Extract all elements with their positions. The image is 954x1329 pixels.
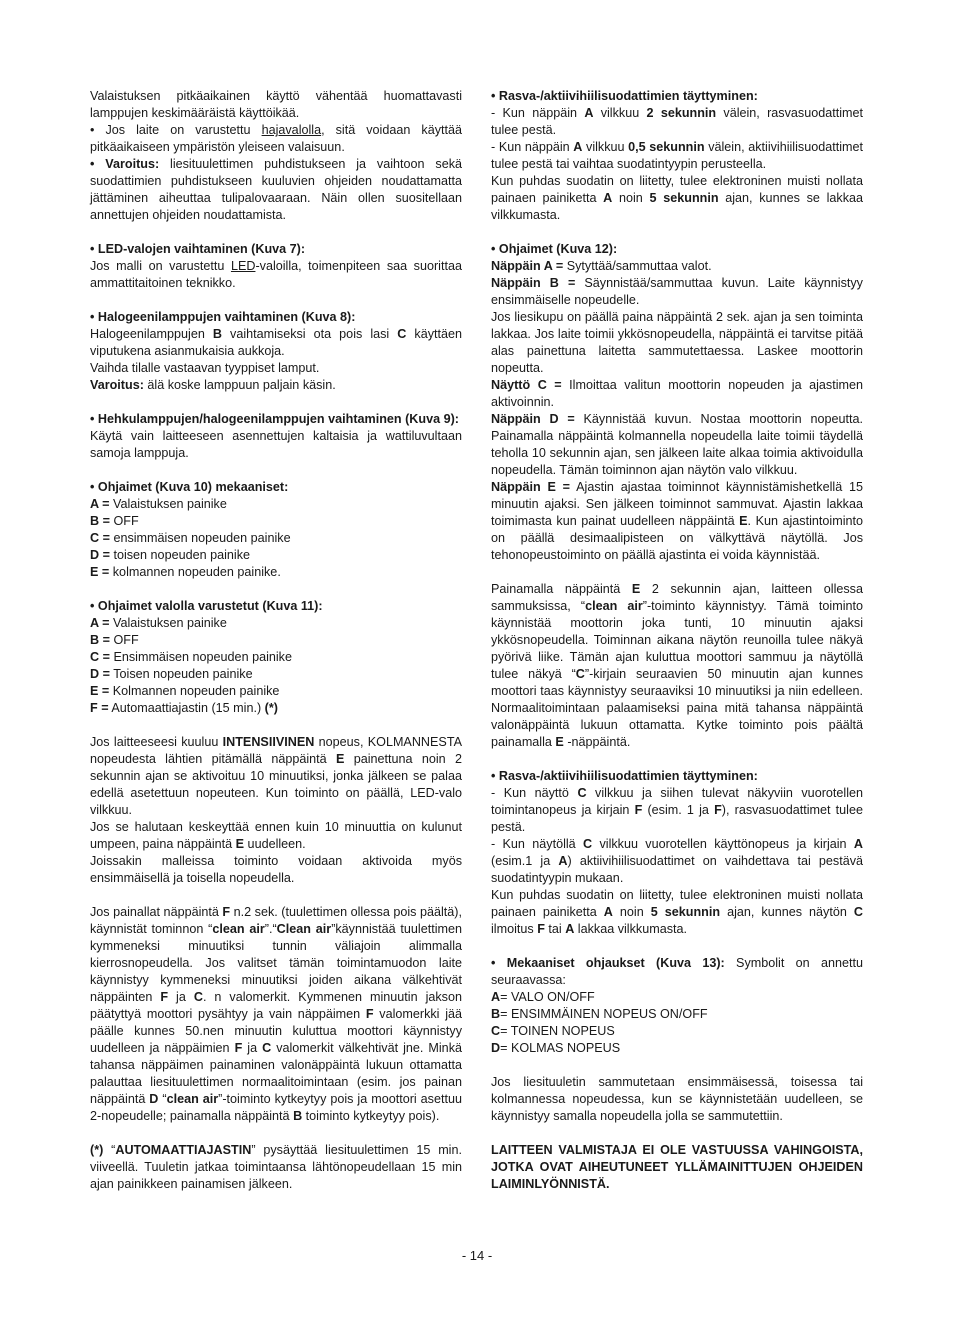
text-run: “: [158, 1092, 167, 1106]
paragraph-gap: [90, 462, 462, 479]
bold-text: A: [584, 106, 594, 120]
text-run: ”-toiminto käynnistyy. Tämä toiminto käynnistää moottorin joka tunti, 10 minuutin ajaksi ykkösnopeudella. Toiminnan aikana näytön reunoilla tulee näkyä pyörivä liike. Tämän ajan kuluttua moottori sammuu ja näytöllä tulee näkyä “: [491, 599, 864, 681]
bold-text: C: [583, 837, 593, 851]
text-run: = TOINEN NOPEUS: [500, 1024, 615, 1038]
bold-text: A =: [90, 497, 110, 511]
paragraph: [491, 258, 863, 275]
bold-text: • Ohjaimet valolla varustetut (Kuva 11):: [90, 599, 323, 613]
paragraph: [491, 581, 863, 751]
text-run: ”käynnistää tuulettimen kymmeneksi minuutiksi tunnin väliajoin alimmalla kierrosnopeudella. Jos valitset tämän toimintamuodon laite käynnistyy kymmeneksi minuutiksi joiden aikana välkehtivät näppäinten: [90, 922, 463, 1004]
text-run: kolmannen nopeuden painike.: [109, 565, 281, 579]
bold-text: clean air: [585, 599, 643, 613]
bold-text: • Rasva-/aktiivihiilisuodattimien täyttyminen:: [491, 769, 758, 783]
bold-text: • Hehkulamppujen/halogeenilamppujen vaihtaminen (Kuva 9):: [90, 412, 459, 426]
text-run: Automaattiajastin (15 min.): [108, 701, 265, 715]
text-run: Valaistuksen painike: [109, 497, 227, 511]
paragraph-gap: [491, 938, 863, 955]
paragraph: [90, 479, 462, 496]
paragraph: [90, 853, 462, 887]
text-run: ja: [242, 1041, 263, 1055]
text-run: välein, aktiivihiilisuodattimet tulee pestä tai vaihtaa suodatintyypin perusteella.: [491, 140, 864, 171]
bold-text: INTENSIIVINEN: [222, 735, 315, 749]
text-run: OFF: [109, 514, 139, 528]
text-run: vilkkuu vuorotellen käyttönopeus ja kirjain: [592, 837, 854, 851]
paragraph-gap: [90, 224, 462, 241]
text-run: -näppäintä.: [563, 735, 631, 749]
text-run: Kun puhdas suodatin on liitetty, tulee elektroninen muisti nollata painaen painiketta: [491, 888, 863, 919]
text-run: liesituulettimen puhdistukseen ja vaihtoon sekä suodattimien puhdistukseen kuuluvien ohjeiden noudattamatta jättäminen aiheuttaa tulipalovaaraan. Näin ollen suositellaan annettujen ohjeiden noudattamista.: [90, 157, 462, 222]
paragraph: [90, 734, 462, 819]
bold-text: (*): [264, 701, 278, 715]
bold-text: B =: [90, 633, 110, 647]
text-run: Kun puhdas suodatin on liitetty, tulee elektroninen muisti nollata painaen painiketta: [491, 174, 863, 205]
text-run: Sytyttää/sammuttaa valot.: [563, 259, 712, 273]
text-run: Jos se halutaan keskeyttää ennen kuin 10 minuuttia on kulunut umpeen, paina näppäintä: [90, 820, 462, 851]
text-run: Ajastin ajastaa toiminnot käynnistämishetkellä 15 minuutin ajaksi. Sen jälkeen toiminnot sammuvat. Ajastin lakkaa toimimasta kun painat uudelleen näppäintä: [491, 480, 864, 528]
bold-text: A: [603, 905, 613, 919]
paragraph: [491, 173, 863, 224]
bold-text: C: [853, 905, 863, 919]
bold-text: F: [365, 1007, 374, 1021]
paragraph: [491, 836, 863, 887]
paragraph: [90, 241, 462, 258]
text-run: Toisen nopeuden painike: [109, 667, 253, 681]
bold-text: • Ohjaimet (Kuva 12):: [491, 242, 618, 256]
bold-text: C: [193, 990, 203, 1004]
paragraph: [491, 105, 863, 139]
paragraph-gap: [491, 564, 863, 581]
underlined-text: hajavalolla: [261, 123, 322, 137]
bold-text: LAITTEEN VALMISTAJA EI OLE VASTUUSSA VAHINGOISTA, JOTKA OVAT AIHEUTUNEET YLLÄMAINITTUJEN OHJEIDEN LAIMINLYÖNNISTÄ.: [491, 1143, 863, 1191]
text-run: ilmoitus: [491, 922, 538, 936]
bold-text: Clean air: [276, 922, 332, 936]
paragraph: [90, 819, 462, 853]
bold-text: • Ohjaimet (Kuva 10) mekaaniset:: [90, 480, 289, 494]
text-run: vilkkuu: [582, 140, 629, 154]
bold-text: A: [853, 837, 863, 851]
text-run: - Kun näytöllä: [491, 837, 584, 851]
text-run: 2 sekunnin ajan, laitteen ollessa sammuksissa, “: [491, 582, 863, 613]
bold-text: C: [577, 786, 587, 800]
bold-text: clean air: [166, 1092, 219, 1106]
paragraph: [491, 377, 863, 411]
text-run: Jos liesituuletin sammutetaan ensimmäisessä, toisessa tai kolmannessa nopeudessa, kun se käynnistetään uudelleen, se käynnistyy samalla nopeudella jolla se sammutettiin.: [491, 1075, 863, 1123]
bold-text: Näppäin D =: [491, 412, 575, 426]
text-run: n.2 sek. (tuulettimen ollessa pois päältä), käynnistät tominnon “: [90, 905, 462, 936]
text-run: toisen nopeuden painike: [109, 548, 250, 562]
text-run: Ilmoittaa valitun moottorin nopeuden ja ajastimen aktivoinnin.: [491, 378, 863, 409]
paragraph: [491, 1040, 863, 1057]
text-run: Kolmannen nopeuden painike: [109, 684, 280, 698]
text-run: painettuna noin 2 sekunnin ajan se aktivoituu 10 minuutiksi, jonka jälkeen se palaa edellä asetettuun nopeuteen. Kun toiminto on päällä, LED-valo vilkkuu.: [90, 752, 462, 817]
text-run: = VALO ON/OFF: [500, 990, 595, 1004]
text-run: . Kun ajastintoiminto on päällä desimaalipisteen on välkyttävä näytöllä. Jos tehonopeustoiminto on päällä ajastinta ei voida käynnistää.: [491, 514, 864, 562]
paragraph: [90, 598, 462, 615]
bold-text: B: [491, 1007, 501, 1021]
bold-text: A: [491, 990, 501, 1004]
bold-text: 5 sekunnin: [649, 191, 719, 205]
paragraph-gap: [90, 581, 462, 598]
paragraph: [90, 683, 462, 700]
paragraph: [90, 88, 462, 122]
paragraph-gap: [491, 224, 863, 241]
right-column: [491, 88, 863, 1193]
paragraph-gap: [90, 394, 462, 411]
text-run: ), rasvasuodattimet tulee pestä.: [491, 803, 863, 834]
bold-text: AUTOMAATTIAJASTIN: [115, 1143, 252, 1157]
text-run: . n valomerkit. Kymmenen minuutin jakson päätyttyä moottori pysähtyy ja vain näppäimen: [90, 990, 462, 1021]
paragraph: [90, 428, 462, 462]
paragraph: [491, 88, 863, 105]
paragraph: [491, 887, 863, 938]
underlined-text: LED: [230, 259, 256, 273]
text-run: ajan, kunnes näytön: [720, 905, 854, 919]
text-run: ja: [168, 990, 194, 1004]
text-run: - Kun näppäin: [491, 106, 585, 120]
text-run: , sitä voidaan käyttää pitkäaikaiseen ympäristön yleiseen valaisuun.: [90, 123, 462, 154]
page-number: - 14 -: [461, 1248, 493, 1263]
paragraph: [90, 615, 462, 632]
text-run: OFF: [109, 633, 139, 647]
bold-text: E: [335, 752, 345, 766]
bold-text: F: [634, 803, 643, 817]
text-run: Joissakin malleissa toiminto voidaan aktivoida myös ensimmäisellä ja toisella nopeudella.: [90, 854, 462, 885]
text-run: käyttäen viputukena asianmukaisia aukkoja.: [90, 327, 463, 358]
text-run: • Jos laite on varustettu: [90, 123, 262, 137]
bold-text: D =: [90, 548, 110, 562]
text-run: ajan, kunnes se lakkaa vilkkumasta.: [491, 191, 864, 222]
bold-text: B: [293, 1109, 303, 1123]
text-run: (esim.1 ja: [491, 854, 559, 868]
paragraph: [491, 309, 863, 377]
bold-text: Varoitus:: [90, 378, 144, 392]
text-run: ”-toiminto kytkeytyy pois ja moottori asettuu 2-nopeudelle; painamalla näppäintä: [90, 1092, 462, 1123]
text-run: Halogeenilamppujen: [90, 327, 213, 341]
bold-text: E: [555, 735, 564, 749]
bold-text: 5 sekunnin: [650, 905, 721, 919]
paragraph: [491, 785, 863, 836]
paragraph: [491, 989, 863, 1006]
paragraph-gap: [90, 1125, 462, 1142]
bold-text: A: [558, 854, 568, 868]
bold-text: clean air: [212, 922, 265, 936]
paragraph: [491, 1142, 863, 1193]
paragraph: [491, 411, 863, 479]
text-run: Jos painallat näppäintä: [90, 905, 223, 919]
paragraph-gap: [491, 1057, 863, 1074]
paragraph: [491, 1074, 863, 1125]
bold-text: F: [537, 922, 545, 936]
text-run: valomerkki jää päälle kunnes 50.nen minuutin kuluttua moottori käynnistyy uudelleen ja näppäimien: [90, 1007, 462, 1055]
bold-text: C =: [90, 531, 110, 545]
bold-text: • Rasva-/aktiivihiilisuodattimien täyttyminen:: [491, 89, 758, 103]
paragraph: [90, 122, 462, 156]
bold-text: B =: [90, 514, 110, 528]
text-run: tai: [544, 922, 566, 936]
paragraph: [90, 411, 462, 428]
text-run: vilkkuu: [593, 106, 647, 120]
bold-text: A: [603, 191, 613, 205]
paragraph: [90, 1142, 462, 1193]
paragraph-gap: [491, 751, 863, 768]
bold-text: • Halogeenilamppujen vaihtaminen (Kuva 8):: [90, 310, 356, 324]
text-run: Symbolit on annettu seuraavassa:: [491, 956, 863, 987]
paragraph: [491, 139, 863, 173]
bold-text: D: [491, 1041, 501, 1055]
text-run: uudelleen.: [244, 837, 306, 851]
bold-text: F: [222, 905, 231, 919]
bold-text: E: [235, 837, 245, 851]
bold-text: C: [575, 667, 585, 681]
text-run: ”-kirjain seuraavien 50 minuutin ajan kunnes moottori taas käynnistyy seuraaviksi 10 minuutiksi ja niin edelleen. Normaalitoimintaan palaamiseksi paina mitä tahansa näppäintä valonäppäintä lukuun ottamatta. Kytke toiminto pois päältä painamalla: [491, 667, 863, 749]
text-run: nopeus, KOLMANNESTA nopeudesta lähtien pitämällä näppäintä: [90, 735, 462, 766]
paragraph: [90, 156, 462, 224]
bold-text: Näyttö C =: [491, 378, 562, 392]
bold-text: D: [149, 1092, 159, 1106]
text-run: - Kun näppäin: [491, 140, 574, 154]
bold-text: C: [262, 1041, 272, 1055]
text-run: Jos laitteeseesi kuuluu: [90, 735, 223, 749]
text-run: Säynnistää/sammuttaa kuvun. Laite käynnistyy ensimmäiselle nopeudelle.: [491, 276, 863, 307]
bold-text: E: [739, 514, 748, 528]
text-run: noin: [612, 191, 650, 205]
text-run: älä koske lamppuun paljain käsin.: [143, 378, 336, 392]
bold-text: A: [565, 922, 575, 936]
text-run: Valaistuksen painike: [109, 616, 227, 630]
text-run: ensimmäisen nopeuden painike: [109, 531, 291, 545]
paragraph: [90, 547, 462, 564]
text-run: Painamalla näppäintä: [491, 582, 632, 596]
paragraph: [90, 513, 462, 530]
paragraph: [491, 955, 863, 989]
bold-text: Näppäin B =: [491, 276, 576, 290]
paragraph: [90, 904, 462, 1125]
text-run: ” pysäyttää liesituulettimen 15 min. viiveellä. Tuuletin jatkaa toimintaansa lähtönopeudellaan 15 min ajan painikkeen painamisen jälkeen.: [90, 1143, 462, 1191]
text-run: Jos liesikupu on päällä paina näppäintä 2 sek. ajan ja sen toiminta lakkaa. Jos laite toimii ykkösnopeudella, näppäintä ei tarvitse pitää alas painettuna laitetta sammutettaessa. Laskee moottorin nopeutta.: [491, 310, 863, 375]
text-run: toiminto kytkeytyy pois).: [302, 1109, 440, 1123]
paragraph: [90, 309, 462, 326]
paragraph: [90, 564, 462, 581]
bold-text: B: [212, 327, 222, 341]
paragraph: [90, 496, 462, 513]
bold-text: C: [397, 327, 407, 341]
paragraph: [491, 1023, 863, 1040]
bold-text: 0,5 sekunnin: [628, 140, 705, 154]
text-run: Ensimmäisen nopeuden painike: [109, 650, 292, 664]
text-run: lakkaa vilkkumasta.: [574, 922, 687, 936]
bold-text: D =: [90, 667, 110, 681]
text-run: valomerkit välkehtivät jne. Minkä tahansa näppäimen painaminen valonäppäintä lukuun ottamatta palauttaa liesituulettimen normaalitoimintaan (esim. jos painan näppäintä: [90, 1041, 462, 1106]
text-run: vaihtamiseksi ota pois lasi: [221, 327, 398, 341]
text-run: (esim. 1 ja: [642, 803, 715, 817]
bold-text: E =: [90, 684, 110, 698]
paragraph: [491, 479, 863, 564]
bold-text: C =: [90, 650, 110, 664]
bold-text: • LED-valojen vaihtaminen (Kuva 7):: [90, 242, 306, 256]
text-run: = KOLMAS NOPEUS: [500, 1041, 621, 1055]
bold-text: • Varoitus:: [90, 157, 160, 171]
text-run: “: [103, 1143, 116, 1157]
bold-text: Näppäin E =: [491, 480, 571, 494]
paragraph-gap: [491, 1125, 863, 1142]
bold-text: E =: [90, 565, 110, 579]
paragraph: [90, 360, 462, 377]
paragraph: [90, 700, 462, 717]
text-run: -valoilla, toimenpiteen saa suorittaa ammattitaitoinen teknikko.: [90, 259, 462, 290]
text-run: ) aktiivihiilisuodattimet on vaihdettava tai pestävä suodatintyypin mukaan.: [491, 854, 863, 885]
text-run: välein, rasvasuodattimet tulee pestä.: [491, 106, 863, 137]
paragraph: [491, 241, 863, 258]
bold-text: F: [714, 803, 722, 817]
text-run: Valaistuksen pitkäaikainen käyttö vähentää huomattavasti lamppujen keskimääräistä käyttöikää.: [90, 89, 462, 120]
text-run: Jos malli on varustettu: [90, 259, 231, 273]
bold-text: F: [160, 990, 169, 1004]
bold-text: A =: [90, 616, 110, 630]
paragraph: [90, 377, 462, 394]
left-column: [90, 88, 462, 1193]
bold-text: 2 sekunnin: [646, 106, 717, 120]
text-run: ”.“: [264, 922, 277, 936]
bold-text: F =: [90, 701, 109, 715]
paragraph: [491, 1006, 863, 1023]
paragraph: [90, 258, 462, 292]
paragraph: [491, 768, 863, 785]
paragraph: [90, 649, 462, 666]
text-run: vilkkuu ja siihen tulevat näkyviin vuorotellen toimintanopeus ja kirjain: [491, 786, 863, 817]
text-run: - Kun näyttö: [491, 786, 578, 800]
text-run: noin: [612, 905, 651, 919]
bold-text: E: [631, 582, 641, 596]
paragraph: [90, 530, 462, 547]
bold-text: C: [491, 1024, 501, 1038]
text-run: Käynnistää kuvun. Nostaa moottorin nopeutta. Painamalla näppäintä kolmannella nopeudella laite toimii täydellä teholla 10 sekunnin ajan, sen jälkeen laite alkaa toimia aktivoidulla nopeudella. Tämän toiminnon ajan näytön valo vilkkuu.: [491, 412, 863, 477]
paragraph-gap: [90, 292, 462, 309]
text-run: = ENSIMMÄINEN NOPEUS ON/OFF: [500, 1007, 708, 1021]
bold-text: (*): [90, 1143, 104, 1157]
bold-text: A: [573, 140, 583, 154]
bold-text: • Mekaaniset ohjaukset (Kuva 13):: [491, 956, 725, 970]
text-run: Vaihda tilalle vastaavan tyyppiset lamput.: [90, 361, 320, 375]
paragraph: [90, 666, 462, 683]
paragraph: [491, 275, 863, 309]
paragraph: [90, 632, 462, 649]
paragraph: [90, 326, 462, 360]
bold-text: F: [234, 1041, 243, 1055]
bold-text: Näppäin A =: [491, 259, 564, 273]
paragraph-gap: [90, 887, 462, 904]
text-run: Käytä vain laitteeseen asennettujen kaltaisia ja wattiluvultaan samoja lamppuja.: [90, 429, 462, 460]
paragraph-gap: [90, 717, 462, 734]
